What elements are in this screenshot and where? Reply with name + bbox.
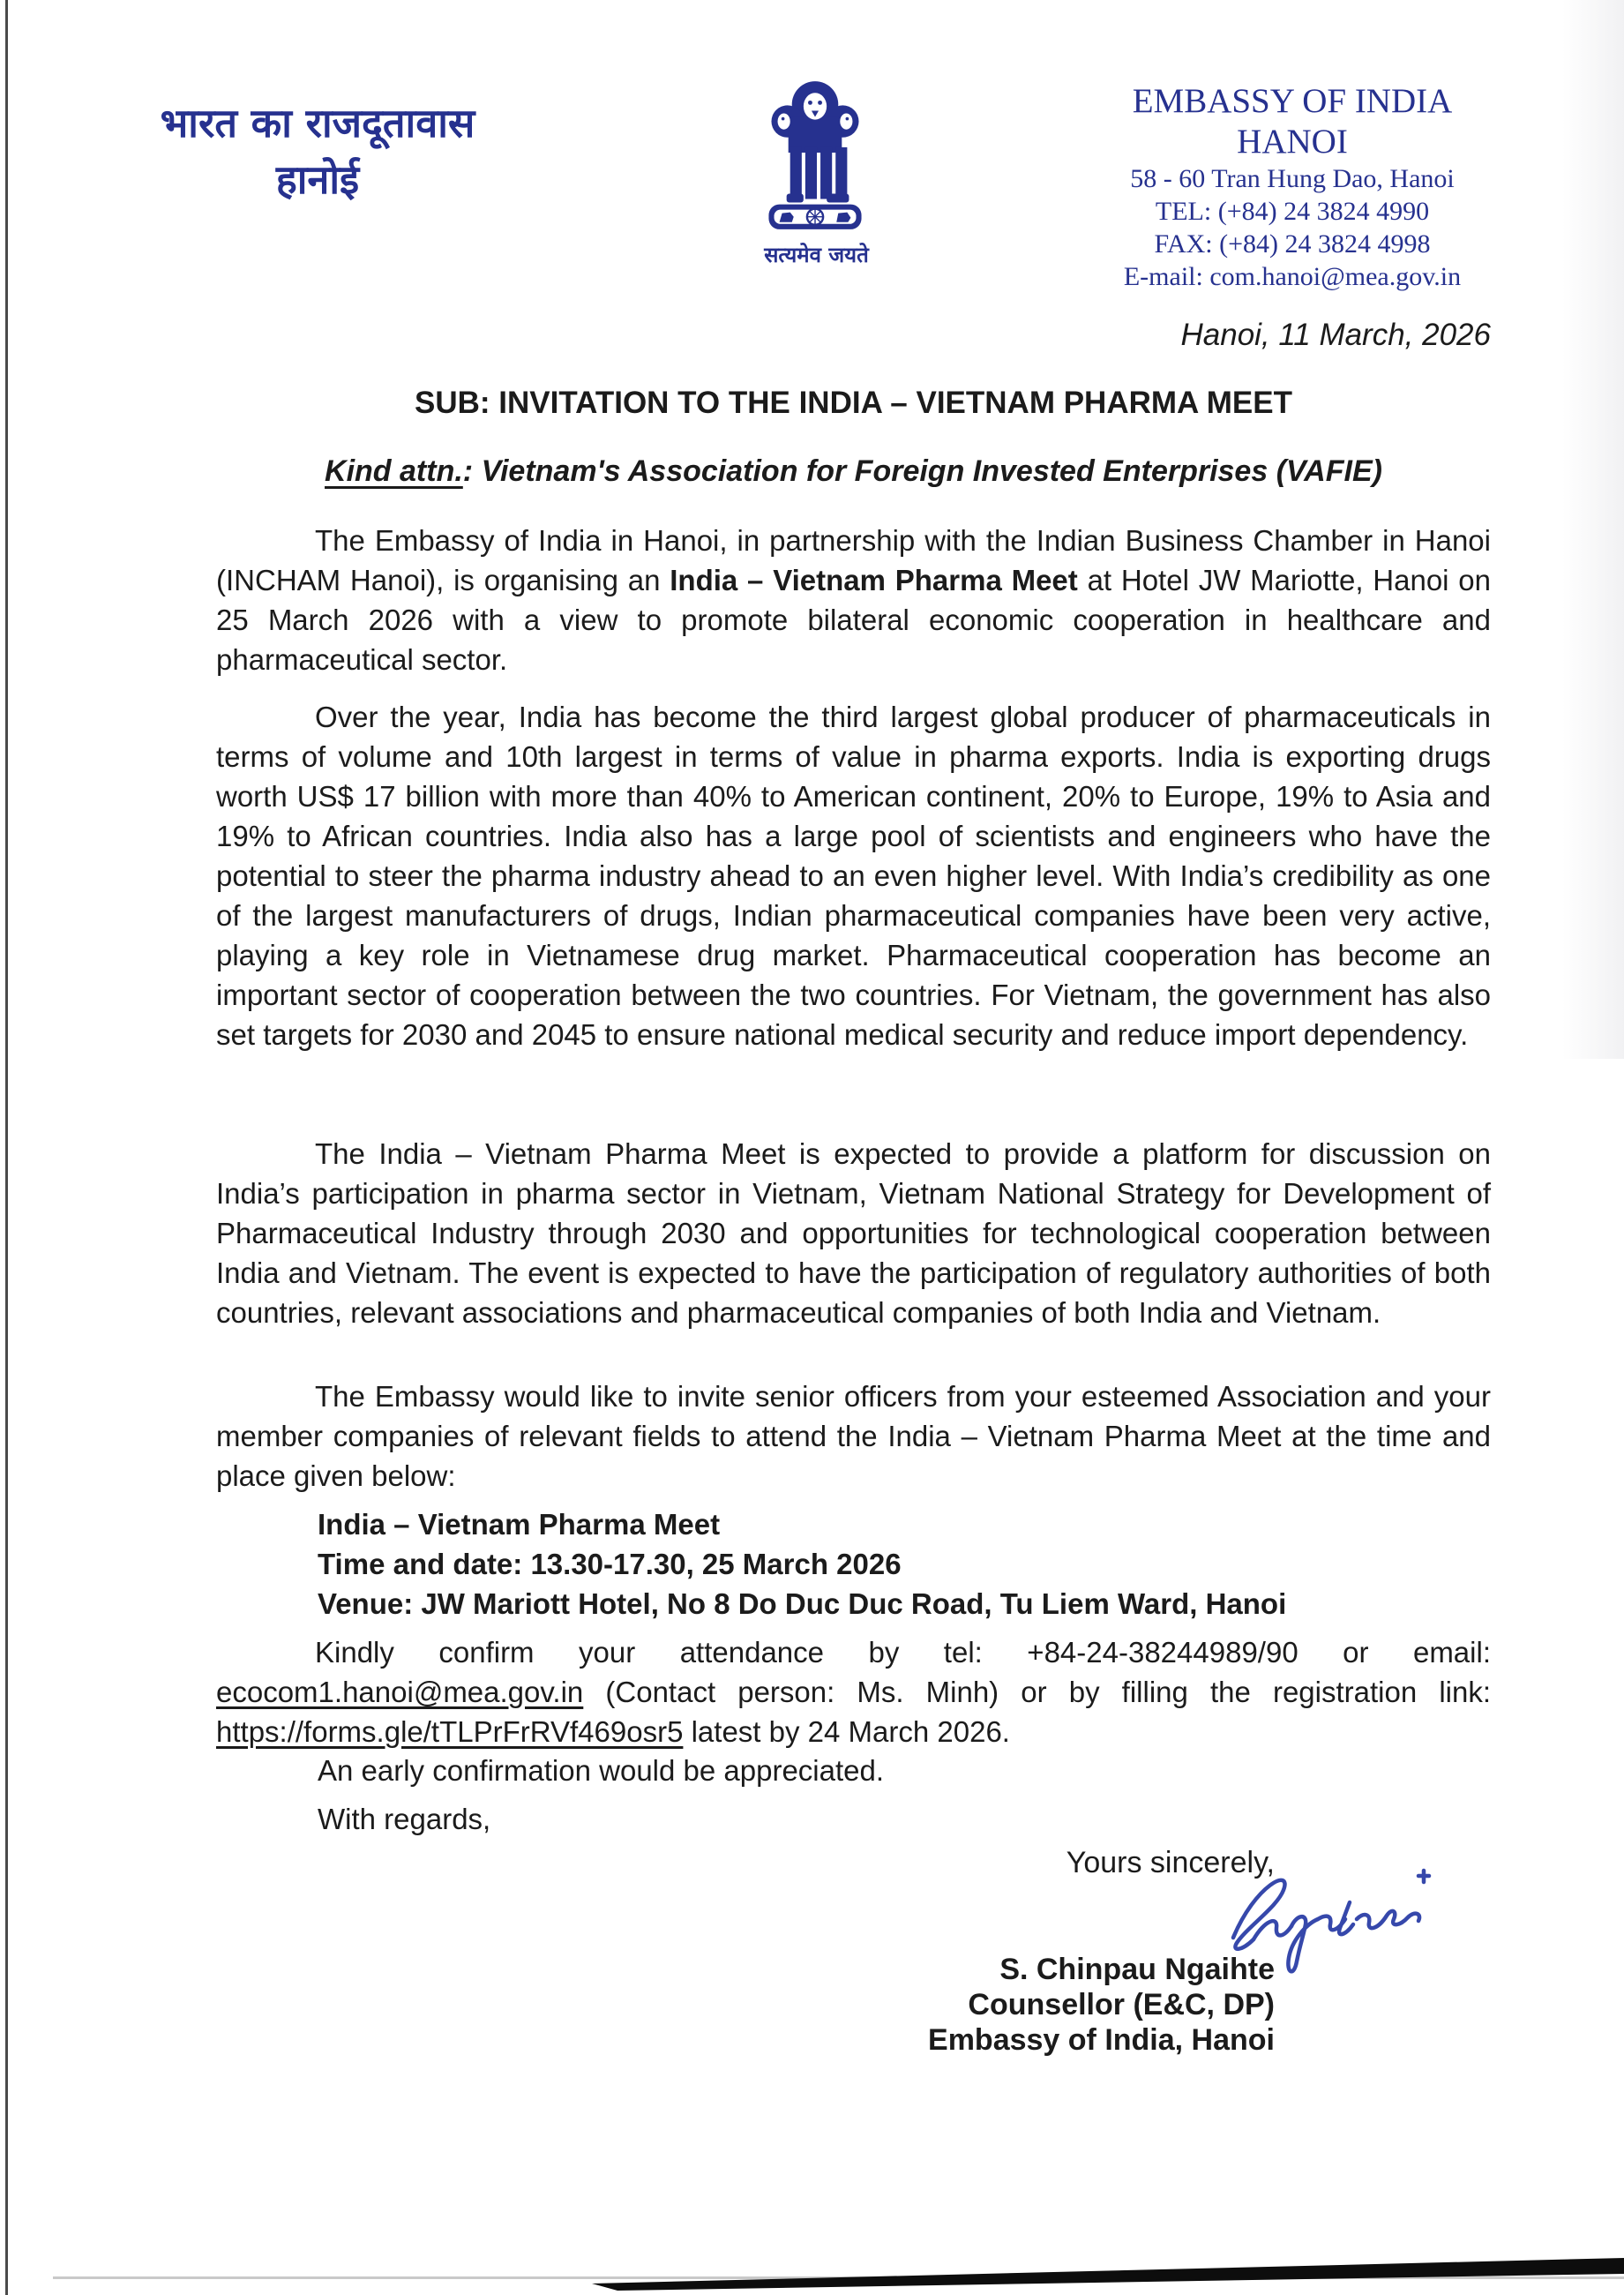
event-title: India – Vietnam Pharma Meet [318,1508,721,1541]
early-confirmation-line: An early confirmation would be appreciated. [318,1754,885,1787]
letterhead-org-block [1094,81,1491,293]
paragraph-rsvp [216,1632,1491,1751]
kind-attn-rest: : Vietnam's Association for Foreign Invested Enterprises (VAFIE) [462,454,1382,488]
letterhead-hindi-line2: हानोई [275,156,360,203]
with-regards-line: With regards, [318,1803,491,1835]
subject-line: SUB: INVITATION TO THE INDIA – VIETNAM PHARMA MEET [415,386,1292,420]
p5-mid: (Contact person: Ms. Minh) or by filling the registration link: [583,1676,1491,1708]
org-email: E-mail: com.hanoi@mea.gov.in [1123,262,1462,291]
signatory-org: Embassy of India, Hanoi [928,2023,1275,2057]
dateline: Hanoi, 11 March, 2026 [1180,318,1491,352]
p1-event-name: India – Vietnam Pharma Meet [670,564,1078,596]
kind-attn-label: Kind attn. [325,454,463,488]
paragraph-pharma-stats: Over the year, India has become the third largest global producer of pharmaceuticals in terms of volume and 10th largest in terms of value in pharma exports. India is exporting drugs worth US$ 17 billion with more than 40% to American continent, 20% to Europe, 19% to Asia and 19% to African countries. India also has a large pool of scientists and engineers who have the potential to steer the pharma industry ahead to an even higher level. With India’s credibility as one of the largest manufacturers of drugs, Indian pharmaceutical companies have been very active, playing a key role in Vietnamese drug market. Pharmaceutical cooperation has become an important sector of cooperation between the two countries. For Vietnam, the government has also set targets for 2030 and 2045 to ensure national medical security and reduce import dependency. [216,701,1491,1051]
org-city: HANOI [1237,123,1348,161]
p5-pre: Kindly confirm your attendance by tel: +84-24-38244989/90 or email: [315,1636,1491,1669]
p5-post: latest by 24 March 2026. [683,1715,1010,1748]
signatory-block [657,1952,1275,2058]
scan-left-edge [5,0,8,2295]
org-fax: FAX: (+84) 24 3824 4998 [1154,229,1431,259]
p1-pre: The Embassy of India in Hanoi, in partnership with the Indian Business Chamber in Hanoi (INCHAM Hanoi), is organising an [216,524,1491,596]
org-tel: TEL: (+84) 24 3824 4990 [1155,197,1430,226]
rsvp-email-link[interactable]: ecocom1.hanoi@mea.gov.in [216,1676,584,1708]
org-name: EMBASSY OF INDIA [1132,82,1453,120]
event-details [318,1504,1491,1624]
signatory-name: S. Chinpau Ngaihte [999,1953,1275,1986]
paragraph-invitation: The Embassy would like to invite senior officers from your esteemed Association and your member companies of relevant fields to attend the India – Vietnam Pharma Meet at the time and place given below: [216,1380,1491,1492]
india-emblem-icon [750,71,880,240]
paragraph-meet-purpose: The India – Vietnam Pharma Meet is expected to provide a platform for discussion on India’s participation in pharma sector in Vietnam, Vietnam National Strategy for Development of Pharmaceutical Industry through 2030 and opportunities for technological cooperation between India and Vietnam. The event is expected to have the participation of regulatory authorities of both countries, relevant associations and pharmaceutical companies of both India and Vietnam. [216,1137,1491,1329]
paragraph-intro [216,521,1491,679]
scan-bottom-edge [0,2251,1624,2295]
letterhead-hindi-line1: भारत का राजदूतावास [160,100,475,146]
registration-url-link[interactable]: https://forms.gle/tTLPrFrRVf469osr5 [216,1715,684,1748]
kind-attn-line [216,454,1491,489]
p1-post: at Hotel JW Mariotte, Hanoi on 25 March 2026 with a view to promote bilateral economic cooperation in healthcare and pharmaceutical sector. [216,564,1491,676]
event-time: Time and date: 13.30-17.30, 25 March 2026 [318,1548,902,1580]
event-venue: Venue: JW Mariott Hotel, No 8 Do Duc Duc Road, Tu Liem Ward, Hanoi [318,1587,1287,1620]
org-address: 58 - 60 Tran Hung Dao, Hanoi [1130,164,1455,193]
scan-right-tint [1562,0,1624,1059]
letterhead-hindi [106,95,529,208]
emblem-motto: सत्यमेव जयते [764,243,869,267]
signatory-title: Counsellor (E&C, DP) [968,1988,1275,2021]
valediction: Yours sincerely, [1066,1846,1275,1879]
